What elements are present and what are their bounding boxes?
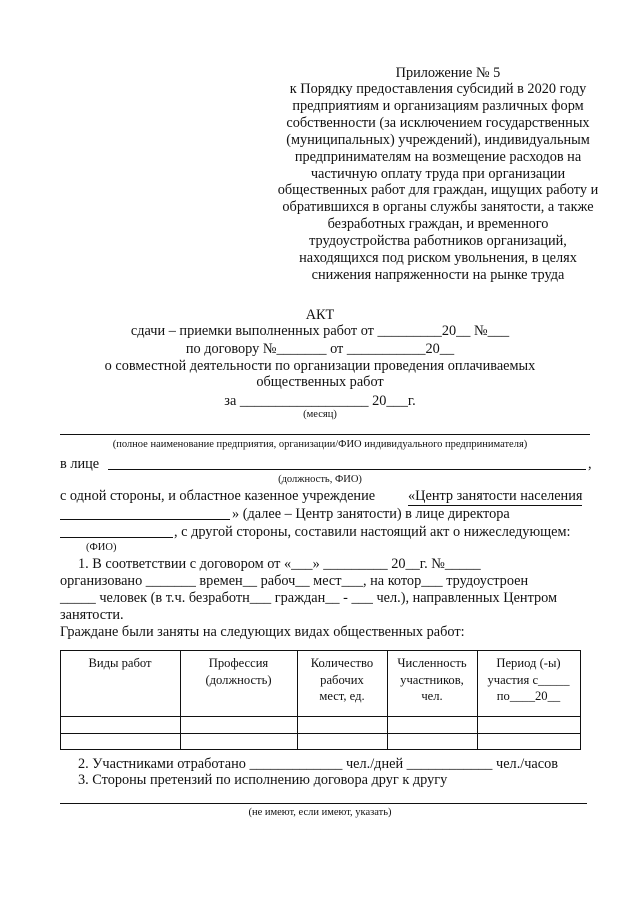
- appendix-line: к Порядку предоставления субсидий в 2020 году: [289, 81, 587, 97]
- director-name-blank: [60, 537, 173, 538]
- claims-caption: (не имеют, если имеют, указать): [248, 807, 392, 818]
- appendix-line: предприятиям и организациям различных форм: [292, 97, 584, 114]
- table-header-cell: по____20__: [496, 689, 561, 703]
- month-caption: (месяц): [303, 409, 337, 420]
- clause1-line2: организовано _______ времен__ рабоч__ мест___, на котор___ трудоустроен: [60, 573, 529, 589]
- appendix-line: (муниципальных) учреждений), индивидуальным: [286, 131, 590, 148]
- table-header-cell: участников,: [400, 672, 464, 687]
- table-header-cell: рабочих: [320, 672, 364, 687]
- appendix-line: обратившихся в органы службы занятости, а также: [282, 199, 594, 216]
- table-header-cell: Численность: [397, 656, 467, 670]
- fio-caption: (ФИО): [86, 542, 117, 553]
- table-header-cell: Период (-ы): [496, 656, 561, 670]
- table-header-cell: мест, ед.: [319, 689, 365, 703]
- claims-line: [60, 803, 587, 804]
- table-header-cell: Виды работ: [88, 656, 152, 670]
- appendix-line: безработных граждан, и временного: [327, 216, 549, 233]
- act-line-acceptance: сдачи – приемки выполненных работ от _________20__ №___: [130, 323, 510, 339]
- act-line-contract: по договору №_______ от ___________20__: [185, 341, 455, 357]
- employment-center-name: «Центр занятости населения: [408, 488, 583, 504]
- clause3: 3. Стороны претензий по исполнению договора друг к другу: [78, 772, 448, 788]
- organization-line: [60, 434, 590, 435]
- party-line-1: с одной стороны, и областное казенное учреждение «Центр занятости населения: [60, 488, 583, 504]
- party-line-3: , с другой стороны, составили настоящий акт о нижеследующем:: [174, 524, 571, 540]
- in-person-label: в лице: [60, 456, 100, 472]
- appendix-line: трудоустройства работников организаций,: [309, 233, 567, 250]
- table-header-cell: Профессия: [208, 656, 269, 670]
- appendix-line: находящихся под риском увольнения, в целях: [299, 250, 577, 266]
- act-line-period: за __________________ 20___г.: [224, 393, 416, 409]
- table-header-cell: участия с_____: [487, 672, 570, 687]
- clause1-line4: занятости.: [60, 607, 124, 623]
- clause2: 2. Участниками отработано _____________ чел./дней ____________ чел./часов: [78, 756, 559, 772]
- act-line-joint-activity: о совместной деятельности по организации проведения оплачиваемых: [104, 358, 536, 374]
- table-header-cell: (должность): [205, 672, 272, 687]
- clause1-line1: 1. В соответствии с договором от «___» _________ 20__г. №_____: [78, 556, 481, 572]
- party-line-2: » (далее – Центр занятости) в лице директора: [232, 506, 510, 522]
- act-title: АКТ: [305, 307, 335, 323]
- table-header-cell: Количество: [310, 656, 374, 670]
- in-person-comma: ,: [588, 456, 592, 472]
- position-caption: (должность, ФИО): [278, 474, 362, 485]
- appendix-line: снижения напряженности на рынке труда: [311, 266, 565, 283]
- appendix-line: собственности (за исключением государственных: [286, 114, 590, 131]
- organization-caption: (полное наименование предприятия, организации/ФИО индивидуального предпринимателя): [112, 439, 528, 450]
- table-header-cell: чел.: [421, 689, 443, 703]
- act-line-public-works: общественных работ: [256, 374, 384, 390]
- table-intro: Граждане были заняты на следующих видах общественных работ:: [60, 624, 465, 640]
- center-name-blank: [60, 519, 230, 520]
- clause1-line3: _____ человек (в т.ч. безработн___ граждан__ - ___ чел.), направленных Центром: [60, 590, 558, 606]
- in-person-line: [108, 469, 586, 470]
- appendix-line: частичную оплату труда при организации: [310, 165, 566, 182]
- appendix-line: предпринимателям на возмещение расходов на: [294, 148, 582, 165]
- appendix-line: общественных работ для граждан, ищущих работу и: [277, 182, 599, 199]
- appendix-title: Приложение № 5: [395, 65, 501, 81]
